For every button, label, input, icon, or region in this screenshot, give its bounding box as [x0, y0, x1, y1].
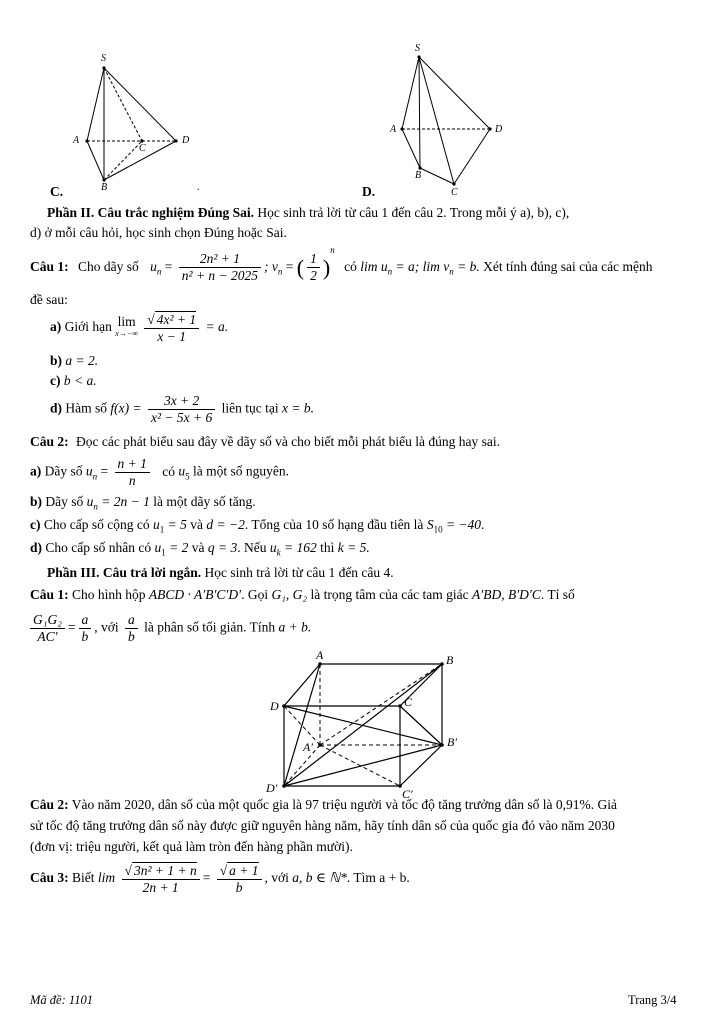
fig-d-label-s: S	[415, 43, 420, 54]
q2-item-a: a) Dãy số $u_n$ = $\frac{n + 1}{n}$ có $u_5$ là một số nguyên.	[30, 456, 289, 488]
option-c-label: C.	[50, 184, 64, 199]
q2a-fraction: $\frac{n + 1}{n}$	[115, 456, 150, 489]
part3-intro: Phần III. Câu trả lời ngắn. Học sinh trả lời từ câu 1 đến câu 4.	[47, 565, 394, 580]
q1-intro-end: đề sau:	[30, 292, 68, 307]
lim-symbol: lim x→−∞	[115, 314, 138, 338]
vn-base: $\frac{1}{2}$	[307, 251, 320, 284]
fig-c-label-d: D	[182, 135, 190, 146]
part3-q3-line: Câu 3: Biết lim $\frac{\text{√ 3n² + 1 + n}}{2n + 1}$ = $\frac{√ a + 1}{b}$ , với a, b ∈ ℕ*. Tìm a + b.	[30, 863, 410, 895]
q1-label: Câu 1:	[30, 259, 69, 274]
q1-item-a: a) Giới hạn lim x→−∞ $\frac{\text{√ 4x² + 1}}{x - 1}$ = a.	[50, 312, 229, 344]
part2-q1-line: Câu 1: Cho dãy số $u_n$ = $\frac{\text{2n² + 1}}{\text{n² + n − 2025}}$ ; $v_n$ = ( $\frac{1}{2}$ )$^n$ có $\lim u_n = a$; $\lim v_n = b$. Xét tính đúng sai của các mệnh	[30, 245, 653, 284]
q2-item-d: d) Cho cấp số nhân có $u_1 = 2$ và q = 3. Nếu $u_k = 162$ thì k = 5.	[30, 540, 370, 558]
option-d-label: D.	[362, 184, 376, 199]
part3-q1-ratio: $\frac{\text{G₁G₂}}{AC'}$ = $\frac{a}{b}$ , với $\frac{a}{b}$ là phân số tối giản. Tính a + b.	[30, 612, 311, 645]
cube-label-c1: C′	[402, 787, 413, 801]
part3-q2-line3: (đơn vị: triệu người, kết quả làm tròn đến hàng phần mười).	[30, 839, 353, 854]
cube-label-c: C	[404, 695, 413, 709]
q1-item-c: c) b < a.	[50, 373, 97, 388]
q1-item-d: d) Hàm số f(x) = $\frac{3x + 2}{\text{x² − 5x + 6}}$ liên tục tại x = b.	[50, 393, 314, 425]
ab-fraction: $\frac{a}{b}$	[79, 612, 92, 645]
part2-title: Phần II. Câu trắc nghiệm Đúng Sai.	[47, 205, 255, 220]
stray-dot: .	[197, 182, 200, 193]
fig-d-label-d: D	[495, 124, 503, 135]
page-number: Trang 3/4	[628, 993, 677, 1007]
un-fraction: $\frac{\text{2n² + 1}}{\text{n² + n − 2025}}$	[179, 251, 261, 284]
q3-rhs-fraction: $\frac{√ a + 1}{b}$	[217, 862, 262, 896]
part3-title: Phần III. Câu trả lời ngắn.	[47, 565, 202, 580]
ratio-fraction: $\frac{\text{G₁G₂}}{AC'}$	[30, 612, 65, 645]
part3-q1-line: Câu 1: Cho hình hộp ABCD · A′B′C′D′. Gọi G₁, G₂ là trọng tâm của các tam giác A′BD, B′D′C. Tỉ số	[30, 587, 575, 602]
fig-d-label-a: A	[390, 124, 397, 135]
cube-label-a1: A′	[303, 740, 313, 754]
cube-label-a: A	[316, 648, 324, 662]
fig-c-label-c: C	[139, 143, 146, 154]
q3-lhs-fraction: $\frac{\text{√ 3n² + 1 + n}}{2n + 1}$	[122, 862, 200, 896]
part3-q2-line2: sử tốc độ tăng trưởng dân số này được giữ nguyên hàng năm, hãy tính dân số của quốc gia đó vào năm 2030	[30, 818, 615, 833]
q2-item-c: c) Cho cấp số cộng có $u_1 = 5$ và d = −2. Tổng của 10 số hạng đầu tiên là $S_{10} = -40$.	[30, 517, 485, 535]
cube-label-b1: B′	[447, 735, 457, 749]
fig-c-label-s: S	[101, 53, 106, 64]
cube-label-b: B	[446, 653, 454, 667]
part2-q2-line: Câu 2: Đọc các phát biểu sau đây về dãy số và cho biết mỗi phát biểu là đúng hay sai.	[30, 434, 501, 449]
part3-q2-line1: Câu 2: Vào năm 2020, dân số của một quốc gia là 97 triệu người và tốc độ tăng trưởng dân số là 0,91%. Giả	[30, 797, 617, 812]
cube-label-d1: D′	[266, 781, 278, 795]
q2-item-b: b) Dãy số $u_n = 2n - 1$ là một dãy số tăng.	[30, 494, 256, 512]
fig-c-label-a: A	[73, 135, 80, 146]
fig-c-label-b: B	[101, 182, 108, 193]
ab-fraction-2: $\frac{a}{b}$	[125, 612, 138, 645]
part2-intro-line1: Phần II. Câu trắc nghiệm Đúng Sai. Học sinh trả lời từ câu 1 đến câu 2. Trong mỗi ý a), b), c),	[47, 205, 570, 220]
fig-d-label-c: C	[451, 187, 458, 198]
part2-intro-line2: d) ở mỗi câu hỏi, học sinh chọn Đúng hoặc Sai.	[30, 225, 287, 240]
q1-item-b: b) a = 2.	[50, 353, 99, 368]
q1d-fraction: $\frac{3x + 2}{\text{x² − 5x + 6}}$	[148, 393, 215, 426]
cube-label-d: D	[270, 699, 279, 713]
fig-d-label-b: B	[415, 170, 422, 181]
q1a-fraction: $\frac{\text{√ 4x² + 1}}{x - 1}$	[144, 311, 199, 345]
exam-code: Mã đề: 1101	[30, 993, 93, 1007]
